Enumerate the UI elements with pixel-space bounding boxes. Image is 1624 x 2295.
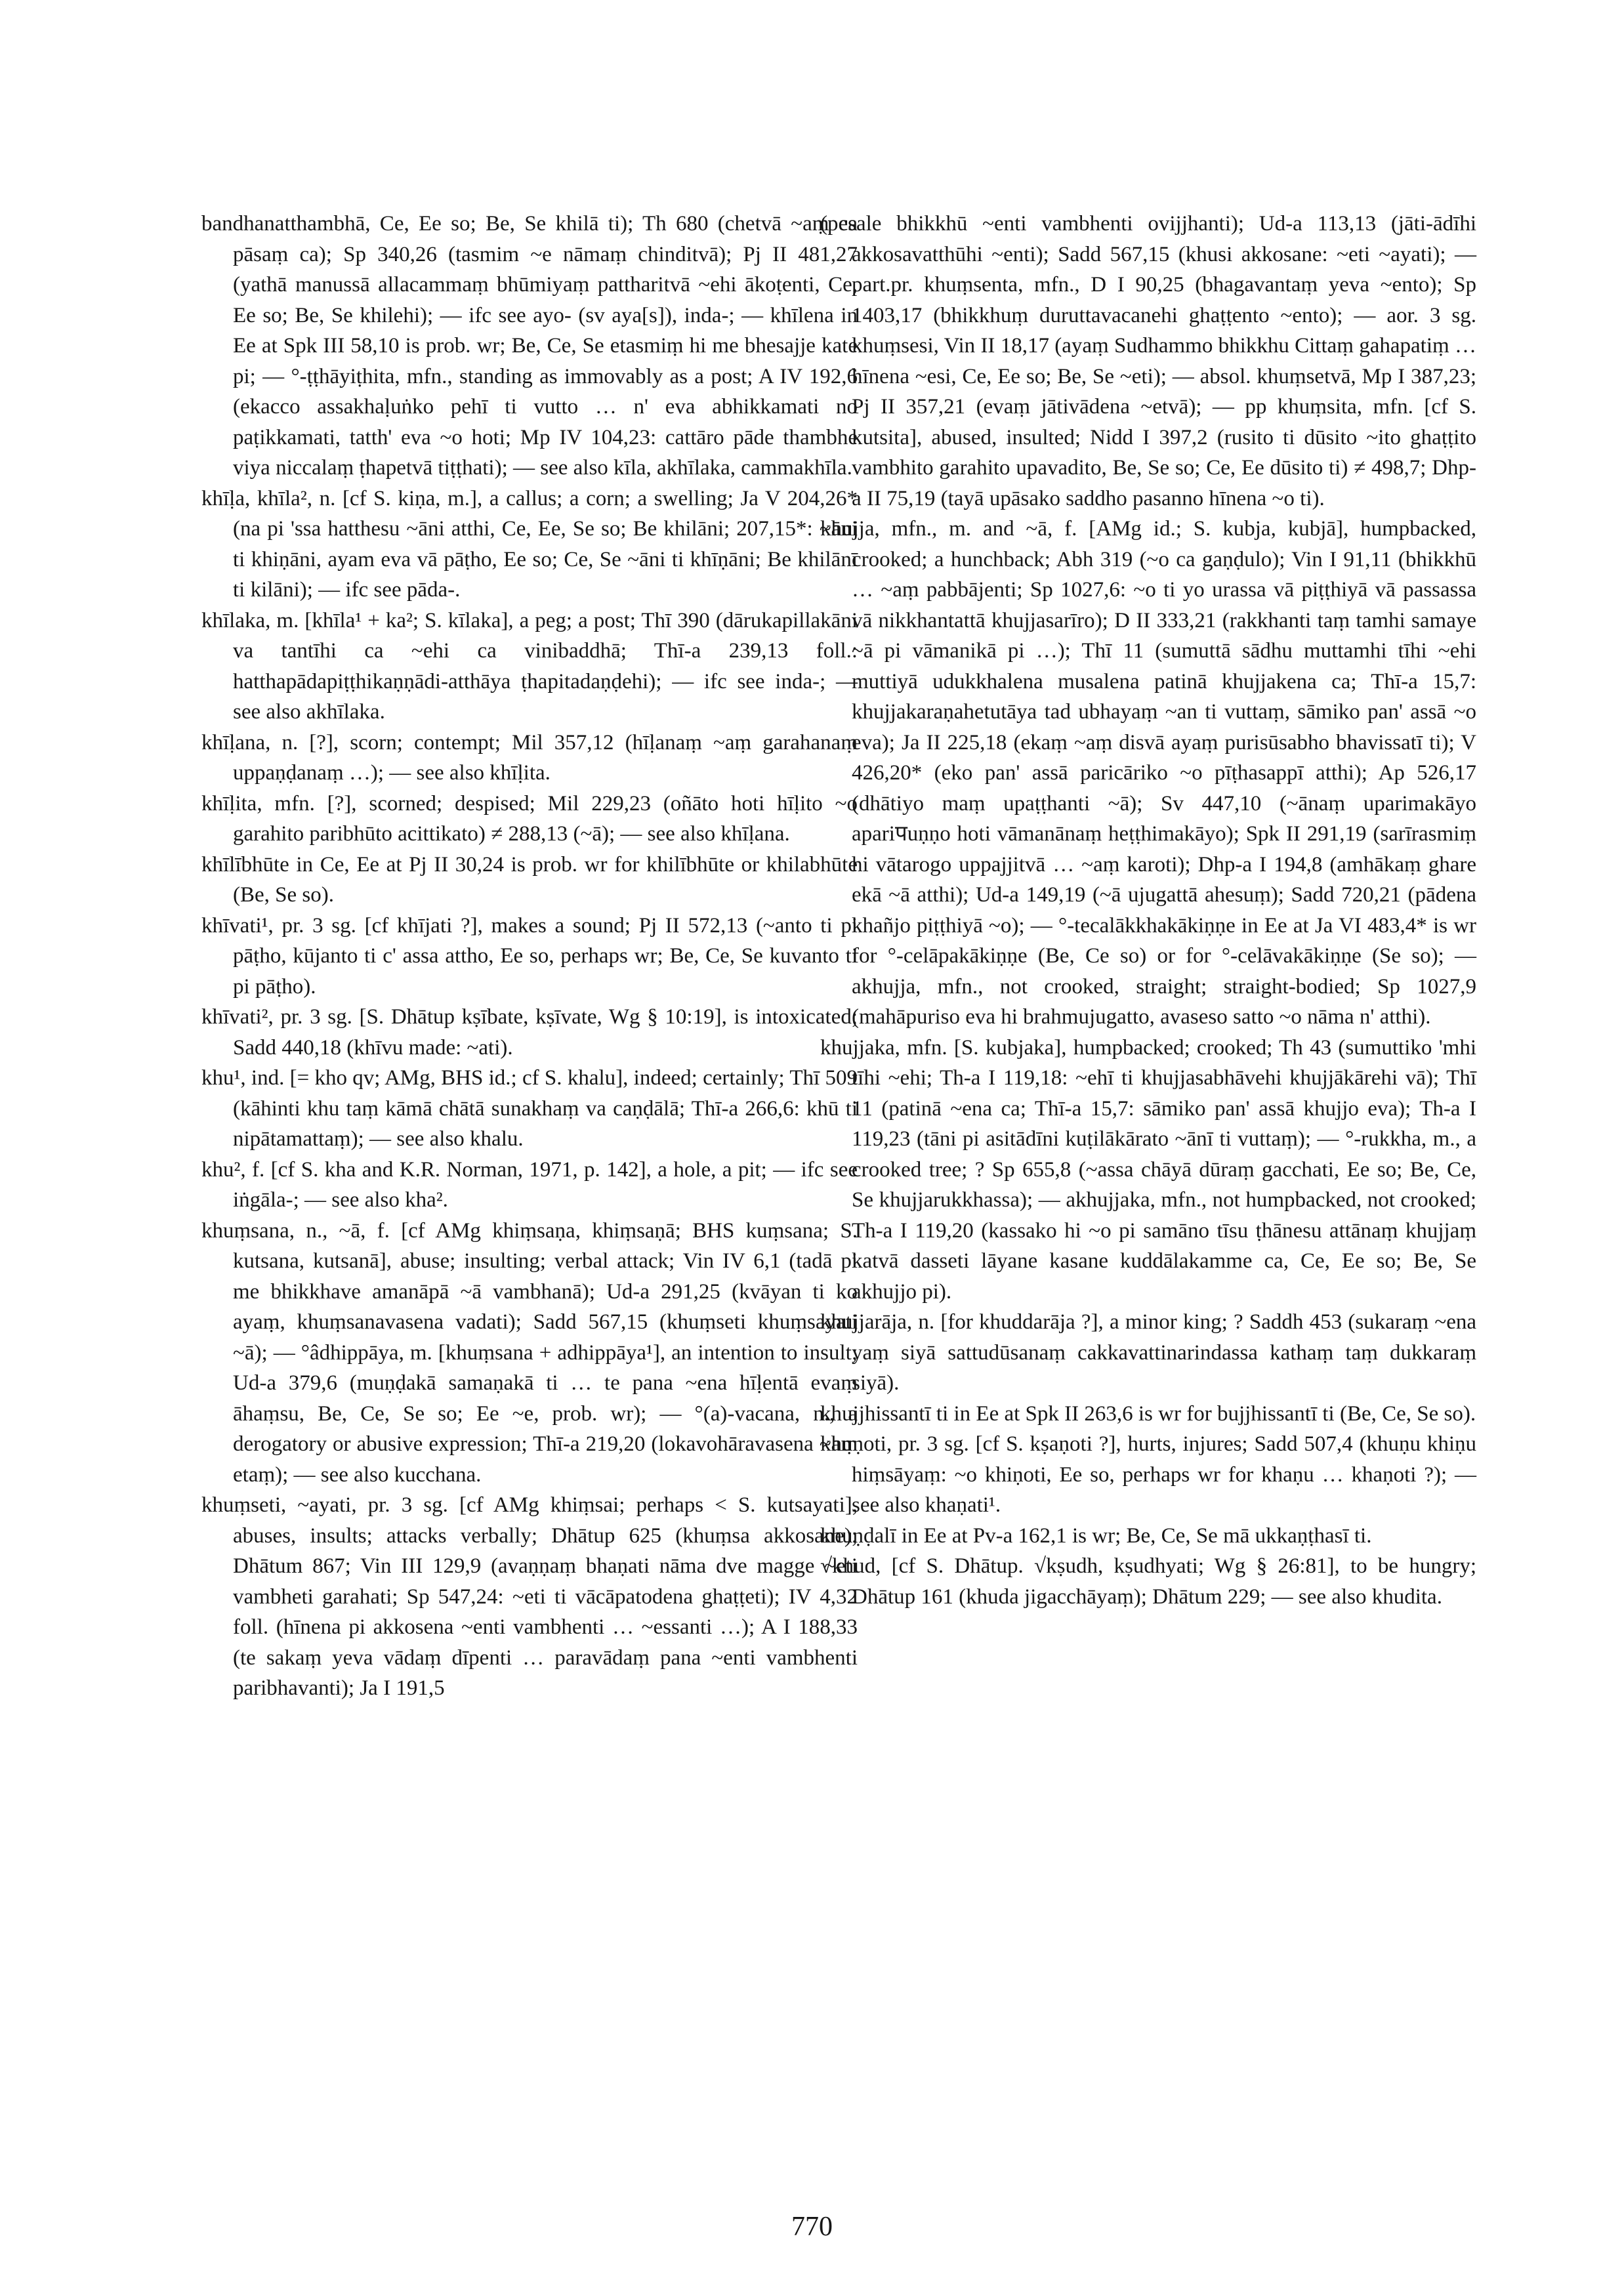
dictionary-entry: khīlaka, m. [khīla¹ + ka²; S. kīlaka], a peg; a post; Thī 390 (dārukapillakāni va tantīhi ca ~ehi ca vinibaddhā; Thī-a 239,13 foll.: hatthapādapiṭṭhikaṇṇādi-atthāya ṭhapitadaṇḍehi); — ifc see inda-; — see also akhīlaka.: [201, 608, 858, 724]
dictionary-entry: khīḷa, khīla², n. [cf S. kiṇa, m.], a callus; a corn; a swelling; Ja V 204,26* (na pi 'ssa hatthesu ~āni atthi, Ce, Ee, Se so; Be khilāni; 207,15*: ~āni ti khiṇāni, ayam eva vā pāṭho, Ee so; Ce, Se ~āni ti khīṇāni; Be khilānī ti kilāni); — ifc see pāda-.: [201, 486, 858, 602]
dictionary-entry: (pesale bhikkhū ~enti vambhenti ovijjhanti); Ud-a 113,13 (jāti-ādīhi akkosavatthūhi ~enti); Sadd 567,15 (khusi akkosane: ~eti ~ayati); — part.pr. khuṃsenta, mfn., D I 90,25 (bhagavantaṃ yeva ~ento); Sp 1403,17 (bhikkhuṃ duruttavacanehi ghaṭṭento ~ento); — aor. 3 sg. khuṃsesi, Vin II 18,17 (ayaṃ Sudhammo bhikkhu Cittaṃ gahapatiṃ … hīnena ~esi, Ce, Ee so; Be, Se ~eti); — absol. khuṃsetvā, Mp I 387,23; Pj II 357,21 (evaṃ jātivādena ~etvā); — pp khuṃsita, mfn. [cf S. kutsita], abused, insulted; Nidd I 397,2 (rusito ti dūsito ~ito ghaṭṭito vambhito garahito upavadito, Be, Se so; Ce, Ee dūsito ti) ≠ 498,7; Dhp-a II 75,19 (tayā upāsako saddho pasanno hīnena ~o ti).: [820, 212, 1476, 510]
dictionary-entry: khuṇoti, pr. 3 sg. [cf S. kṣaṇoti ?], hurts, injures; Sadd 507,4 (khuṇu khiṇu hiṃsāyaṃ: ~o khiṇoti, Ee so, perhaps wr for khaṇu … khaṇoti ?); — see also khaṇati¹.: [820, 1432, 1476, 1517]
dictionary-entry: √khud, [cf S. Dhātup. √kṣudh, kṣudhyati; Wg § 26:81], to be hungry; Dhātup 161 (khuda jigacchāyaṃ); Dhātum 229; — see also khudita.: [820, 1554, 1476, 1609]
dictionary-entry: khīvati², pr. 3 sg. [S. Dhātup kṣībate, kṣīvate, Wg § 10:19], is intoxicated; Sadd 440,18 (khīvu made: ~ati).: [201, 1005, 858, 1060]
dictionary-entry: khujjhissantī ti in Ee at Spk II 263,6 is wr for bujjhissantī ti (Be, Ce, Se so).: [820, 1401, 1476, 1426]
dictionary-entry: khīvati¹, pr. 3 sg. [cf khījati ?], makes a sound; Pj II 572,13 (~anto ti pi pāṭho, kūjanto ti c' assa attho, Ee so, perhaps wr; Be, Ce, Se kuvanto ti pi pāṭho).: [201, 913, 858, 999]
dictionary-entry: khujjarāja, n. [for khuddarāja ?], a minor king; ? Saddh 453 (sukaraṃ ~ena yaṃ siyā sattudūsanaṃ cakkavattinarindassa kathaṃ taṃ dukkaraṃ siyā).: [820, 1310, 1476, 1395]
dictionary-entry: khuṃseti, ~ayati, pr. 3 sg. [cf AMg khiṃsai; perhaps < S. kutsayati], abuses, insults; attacks verbally; Dhātup 625 (khuṃsa akkosane); Dhātum 867; Vin III 129,9 (avaṇṇaṃ bhaṇati nāma dve magge ~eti vambheti garahati; Sp 547,24: ~eti ti vācāpatodena ghaṭṭeti); IV 4,32 foll. (hīnena pi akkosena ~enti vambhenti … ~essanti …); A I 188,33 (te sakaṃ yeva vādaṃ dīpenti … paravādaṃ pana ~enti vambhenti paribhavanti); Ja I 191,5: [201, 1493, 858, 1700]
dictionary-entry: bandhanatthambhā, Ce, Ee so; Be, Se khilā ti); Th 680 (chetvā ~aṃ ca pāsaṃ ca); Sp 340,26 (tasmim ~e nāmaṃ chinditvā); Pj II 481,27 (yathā manussā allacammaṃ bhūmiyaṃ pattharitvā ~ehi ākoṭenti, Ce, Ee so; Be, Se khilehi); — ifc see ayo- (sv aya[s]), inda-; — khīlena in Ee at Spk III 58,10 is prob. wr; Be, Ce, Se etasmiṃ hi me bhesajje kate pi; — °-ṭṭhāyiṭhita, mfn., standing as immovably as a post; A IV 192,6 (ekacco assakhaḷuṅko pehī ti vutto … n' eva abhikkamati no paṭikkamati, tatth' eva ~o hoti; Mp IV 104,23: cattāro pāde thambhe viya niccalaṃ ṭhapetvā tiṭṭhati); — see also kīla, akhīlaka, cammakhīla.: [201, 212, 858, 480]
dictionary-entry: khujjaka, mfn. [S. kubjaka], humpbacked; crooked; Th 43 (sumuttiko 'mhi tīhi ~ehi; Th-a I 119,18: ~ehī ti khujjasabhāvehi khujjākārehi vā); Thī 11 (patinā ~ena ca; Thī-a 15,7: sāmiko pan' assā khujjo eva); Th-a I 119,23 (tāni pi asitādīni kuṭilākārato ~ānī ti vuttaṃ); — °-rukkha, m., a crooked tree; ? Sp 655,8 (~assa chāyā dūraṃ gacchati, Ee so; Be, Ce, Se khujjarukkhassa); — akhujjaka, mfn., not humpbacked, not crooked; Th-a I 119,20 (kassako hi ~o pi samāno tīsu ṭhānesu attānaṃ khujjaṃ katvā dasseti lāyane kasane kuddālakamme ca, Ce, Ee so; Be, Se akhujjo pi).: [820, 1035, 1476, 1304]
left-column: [201, 209, 858, 1704]
dictionary-entry: khīlībhūte in Ce, Ee at Pj II 30,24 is prob. wr for khilībhūte or khilabhūte (Be, Se so).: [201, 852, 858, 907]
dictionary-entry: khu¹, ind. [= kho qv; AMg, BHS id.; cf S. khalu], indeed; certainly; Thī 509 (kāhinti khu taṃ kāmā chātā sunakhaṃ va caṇḍālā; Thī-a 266,6: khū ti nipātamattaṃ); — see also khalu.: [201, 1066, 858, 1151]
dictionary-entry: khu², f. [cf S. kha and K.R. Norman, 1971, p. 142], a hole, a pit; — ifc see iṅgāla-; — see also kha².: [201, 1157, 858, 1212]
right-column: [820, 209, 1476, 1612]
dictionary-entry: khujja, mfn., m. and ~ā, f. [AMg id.; S. kubja, kubjā], humpbacked, crooked; a hunchback; Abh 319 (~o ca gaṇḍulo); Vin I 91,11 (bhikkhū … ~aṃ pabbājenti; Sp 1027,6: ~o ti yo urassa vā piṭṭhiyā vā passassa vā nikkhantattā khujjasarīro); D II 333,21 (rakkhanti taṃ tamhi samaye ~ā pi vāmanikā pi …); Thī 11 (sumuttā sādhu muttamhi tīhi ~ehi muttiyā udukkhalena musalena patinā khujjakena ca; Thī-a 15,7: khujjakaraṇahetutāya tad ubhayaṃ ~an ti vuttaṃ, sāmiko pan' assā ~o eva); Ja II 225,18 (ekaṃ ~aṃ disvā ayaṃ purisūsabho bhavissatī ti); V 426,20* (eko pan' assā paricāriko ~o pīṭhasappī atthi); Ap 526,17 (dhātiyo maṃ upaṭṭhanti ~ā); Sv 447,10 (~ānaṃ uparimakāyo apariपuṇṇo hoti vāmanānaṃ heṭṭhimakāyo); Spk II 291,19 (sarīrasmiṃ hi vātarogo uppajjitvā … ~aṃ karoti); Dhp-a I 194,8 (amhākaṃ ghare ekā ~ā atthi); Ud-a 149,19 (~ā ujugattā ahesuṃ); Sadd 720,21 (pādena khañjo piṭṭhiyā ~o); — °-tecalākkhakākiṇṇe in Ee at Ja VI 483,4* is wr for °-celāpakākiṇṇe (Be, Ce so) or for °-celāvakākiṇṇe (Se so); — akhujja, mfn., not crooked, straight; straight-bodied; Sp 1027,9 (mahāpuriso eva hi brahmujugatto, avaseso satto ~o nāma n' atthi).: [820, 517, 1476, 1029]
page-number: 770: [791, 2212, 833, 2242]
dictionary-entry: khuṃsana, n., ~ā, f. [cf AMg khiṃsaṇa, khiṃsaṇā; BHS kuṃsana; S. kutsana, kutsanā], abuse; insulting; verbal attack; Vin IV 6,1 (tadā pi me bhikkhave amanāpā ~ā vambhanā); Ud-a 291,25 (kvāyan ti ko ayaṃ, khuṃsanavasena vadati); Sadd 567,15 (khuṃseti khuṃsayati ~ā); — °âdhippāya, m. [khuṃsana + adhippāya¹], an intention to insult; Ud-a 379,6 (muṇḍakā samaṇakā ti … te pana ~ena hīḷentā evaṃ āhaṃsu, Be, Ce, Se so; Ee ~e, prob. wr); — °(a)-vacana, n., a derogatory or abusive expression; Thī-a 219,20 (lokavohāravasena ~aṃ etaṃ); — see also kucchana.: [201, 1218, 858, 1487]
dictionary-entry: khīḷana, n. [?], scorn; contempt; Mil 357,12 (hīḷanaṃ ~aṃ garahanaṃ uppaṇḍanaṃ …); — see also khīḷita.: [201, 730, 858, 785]
dictionary-entry: khuṇḍalī in Ee at Pv-a 162,1 is wr; Be, Ce, Se mā ukkaṇṭhasī ti.: [820, 1523, 1372, 1548]
dictionary-entry: khīḷita, mfn. [?], scorned; despised; Mil 229,23 (oñāto hoti hīḷito ~o garahito paribhūto acittikato) ≠ 288,13 (~ā); — see also khīḷana.: [201, 791, 858, 846]
